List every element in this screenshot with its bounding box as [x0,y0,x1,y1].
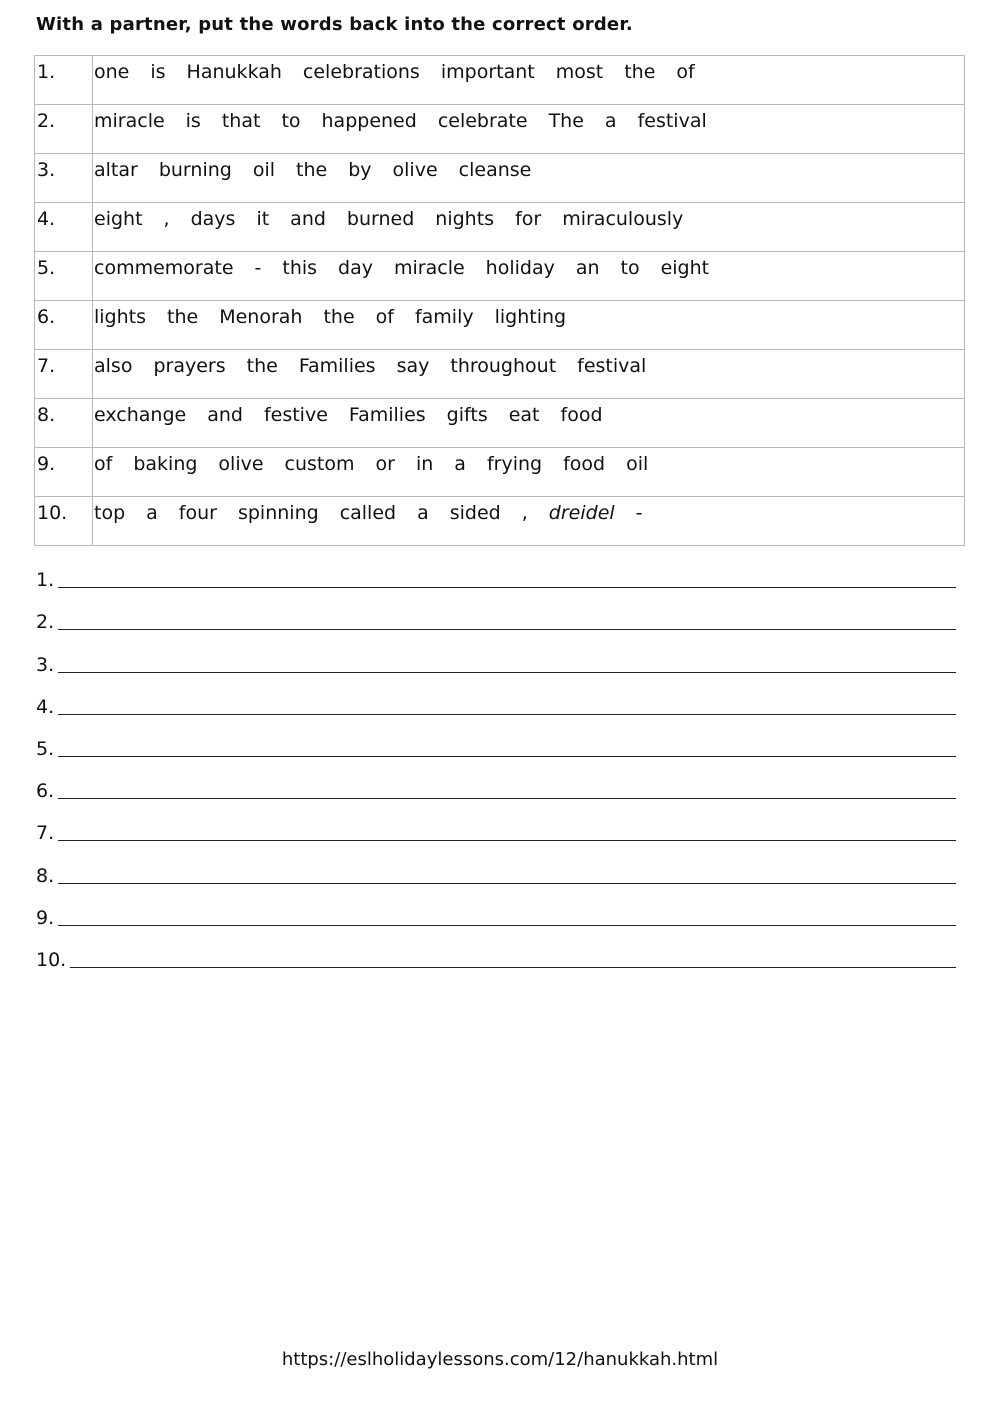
scrambled-word: family [414,306,474,328]
scrambled-word: spinning [237,502,319,524]
footer-url[interactable]: https://eslholidaylessons.com/12/hanukkah.html [281,1349,719,1370]
answer-blank[interactable] [58,628,956,630]
scrambled-word: throughout [450,355,557,377]
scrambled-word: most [555,61,604,83]
scrambled-word: the [624,61,656,83]
scrambled-word: miracle [394,257,465,279]
answer-line [36,928,956,970]
scrambled-word: the [167,306,199,328]
row-number: 9. [35,448,93,497]
answer-blank[interactable] [58,924,956,926]
scrambled-word: food [560,404,603,426]
scrambled-word: four [178,502,217,524]
scrambled-word: dreidel [548,502,615,524]
scrambled-word: celebrations [302,61,420,83]
scrambled-word: eight [660,257,710,279]
table-row [35,497,965,546]
scrambled-word: food [563,453,606,475]
scrambled-words [93,154,965,203]
scrambled-word: commemorate [94,257,234,279]
scrambled-words [93,203,965,252]
scrambled-words [93,105,965,154]
scrambled-word: prayers [153,355,226,377]
table-row [35,203,965,252]
answer-blank[interactable] [58,839,956,841]
scrambled-word: is [185,110,201,132]
answer-blank[interactable] [58,882,956,884]
scrambled-word: - [635,502,643,524]
scrambled-word: festive [263,404,328,426]
scrambled-word: olive [218,453,264,475]
table-row [35,105,965,154]
scrambled-word: for [515,208,542,230]
scrambled-word: , [163,208,170,230]
scrambled-word: burned [346,208,415,230]
scrambled-words [93,497,965,546]
row-number: 1. [35,56,93,105]
scrambled-word: the [246,355,278,377]
row-number: 4. [35,203,93,252]
answer-blank[interactable] [58,755,956,757]
scrambled-word: an [575,257,600,279]
scrambled-word: a [454,453,466,475]
scrambled-word: festival [577,355,647,377]
scrambled-word: to [281,110,301,132]
table-row [35,350,965,399]
answer-number: 8. [36,864,55,887]
scrambled-word: that [221,110,261,132]
scrambled-word: days [190,208,236,230]
scrambled-word: of [375,306,394,328]
scrambled-word: - [254,257,262,279]
scrambled-word: altar [94,159,138,181]
row-number: 7. [35,350,93,399]
answer-line [36,801,956,843]
scrambled-word: a [417,502,429,524]
scrambled-word: Families [348,404,426,426]
row-number: 6. [35,301,93,350]
scrambled-word: this [282,257,318,279]
scrambled-word: a [604,110,617,132]
answer-line [36,759,956,801]
answer-line [36,843,956,885]
answer-number: 3. [36,653,55,676]
answer-line [36,675,956,717]
answer-blank[interactable] [58,713,956,715]
answer-number: 10. [36,948,67,971]
scrambled-word: lights [94,306,147,328]
scrambled-word: called [339,502,397,524]
scrambled-word: the [323,306,355,328]
scrambled-word: Families [298,355,376,377]
scrambled-word: and [290,208,326,230]
scrambled-words [93,252,965,301]
scrambled-word: The [548,110,584,132]
scrambled-word: custom [284,453,355,475]
row-number: 10. [35,497,93,546]
word-table-body [35,56,965,546]
scrambled-words [93,350,965,399]
scrambled-word: celebrate [437,110,528,132]
answer-blank[interactable] [58,586,956,588]
scrambled-word: the [296,159,328,181]
scrambled-word: by [348,159,372,181]
scrambled-word: and [207,404,243,426]
scrambled-word: nights [435,208,495,230]
scrambled-word: eat [508,404,540,426]
answer-line [36,632,956,674]
answer-blank[interactable] [70,966,956,968]
scrambled-word: frying [486,453,543,475]
answer-line [36,548,956,590]
scrambled-word: important [440,61,535,83]
scrambled-word: say [396,355,430,377]
scrambled-word: baking [133,453,198,475]
scrambled-word: Hanukkah [186,61,282,83]
answer-number: 5. [36,737,55,760]
scrambled-word: oil [626,453,649,475]
scrambled-word: also [94,355,133,377]
scrambled-word: a [146,502,158,524]
row-number: 2. [35,105,93,154]
answer-line [36,717,956,759]
scrambled-word: cleanse [458,159,532,181]
table-row [35,448,965,497]
table-row [35,252,965,301]
scrambled-word: Menorah [219,306,303,328]
scrambled-word: happened [321,110,417,132]
scrambled-word: miracle [94,110,165,132]
scrambled-word: or [375,453,395,475]
row-number: 8. [35,399,93,448]
scrambled-word: in [415,453,434,475]
row-number: 5. [35,252,93,301]
table-row [35,154,965,203]
scrambled-word: exchange [94,404,187,426]
scrambled-word: of [676,61,695,83]
scrambled-word: eight [94,208,143,230]
answer-number: 7. [36,822,55,845]
scrambled-word: festival [637,110,707,132]
table-row [35,399,965,448]
answer-line [36,590,956,632]
scrambled-word: burning [158,159,232,181]
scrambled-word: gifts [446,404,488,426]
scrambled-word: it [256,208,270,230]
table-row [35,301,965,350]
answer-number: 1. [36,569,55,592]
scrambled-word: holiday [485,257,555,279]
scrambled-word: oil [252,159,276,181]
scrambled-words [93,301,965,350]
answer-lines [36,548,956,970]
scrambled-word: of [94,453,113,475]
scrambled-word: lighting [494,306,567,328]
row-number: 3. [35,154,93,203]
table-row [35,56,965,105]
answer-line [36,886,956,928]
answer-blank[interactable] [58,671,956,673]
scrambled-words [93,56,965,105]
answer-blank[interactable] [58,797,956,799]
scrambled-word: is [150,61,166,83]
scrambled-words-table [34,55,965,546]
scrambled-word: top [94,502,126,524]
scrambled-words [93,399,965,448]
scrambled-word: , [521,502,528,524]
scrambled-word: to [620,257,640,279]
answer-number: 2. [36,611,55,634]
scrambled-word: one [94,61,130,83]
scrambled-word: sided [449,502,501,524]
scrambled-word: olive [392,159,438,181]
answer-number: 6. [36,780,55,803]
scrambled-word: day [338,257,373,279]
scrambled-words [93,448,965,497]
scrambled-word: miraculously [562,208,684,230]
worksheet-instruction: With a partner, put the words back into the correct order. [36,14,633,35]
answer-number: 4. [36,695,55,718]
answer-number: 9. [36,906,55,929]
